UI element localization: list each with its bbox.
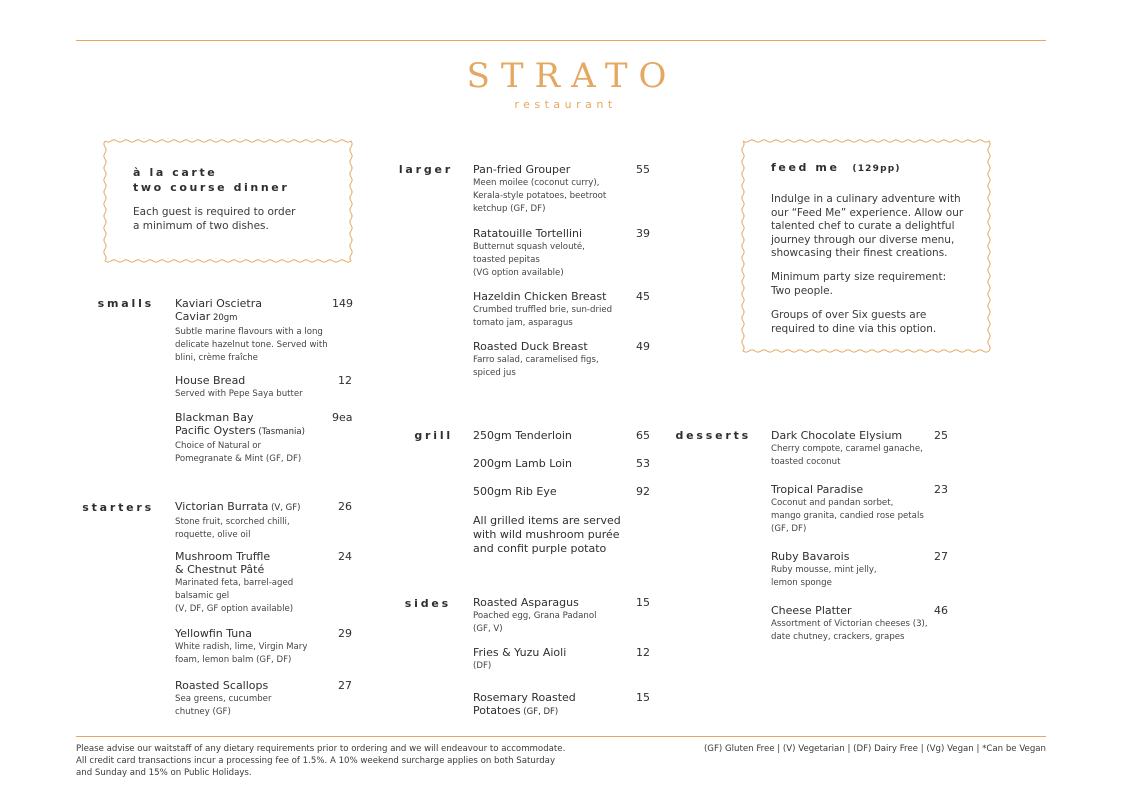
description-line: toasted coconut (771, 457, 841, 468)
menu-item (473, 163, 650, 217)
menu-item-description (771, 443, 948, 469)
menu-item-name (473, 646, 650, 659)
feed-me-price: (129pp) (852, 164, 901, 174)
text-line: required to dine via this option. (771, 322, 937, 335)
menu-item-name-line: 200gm Lamb Loin (473, 457, 572, 470)
description-line: date chutney, crackers, grapes (771, 632, 905, 643)
menu-item-name (473, 163, 650, 176)
menu-item-tag: 20gm (210, 313, 238, 323)
text-line: Groups of over Six guests are (771, 309, 927, 321)
menu-item-description (771, 564, 948, 590)
menu-item-name (175, 550, 352, 576)
menu-item-name-line: Ratatouille Tortellini (473, 227, 583, 240)
menu-item-price: 29 (338, 627, 352, 640)
description-line: Meen moilee (coconut curry), (473, 178, 600, 188)
menu-item-price: 55 (636, 163, 650, 176)
description-line: (V, DF, GF option available) (175, 604, 294, 615)
menu-item-price: 24 (338, 550, 352, 563)
menu-item-name (175, 374, 352, 387)
description-line: (GF, DF) (771, 524, 807, 535)
description-line: Choice of Natural or (175, 441, 262, 451)
feed-me-title-text: feed me (771, 161, 840, 174)
a-la-carte-title (133, 165, 289, 195)
text-line: Indulge in a culinary adventure with (771, 193, 961, 205)
menu-item-name-line: Caviar 20gm (175, 310, 238, 323)
menu-item-name-line: Ruby Bavarois (771, 550, 850, 563)
description-line: lemon sponge (771, 578, 832, 589)
description-line: Crumbed truffled brie, sun-dried (473, 305, 613, 315)
menu-item-name-line: Potatoes (GF, DF) (473, 704, 559, 717)
menu-item-name (473, 340, 650, 353)
menu-item-name-line: Rosemary Roasted (473, 691, 576, 704)
feed-me-box (740, 138, 992, 354)
menu-item (473, 691, 650, 719)
menu-item-name (473, 290, 650, 303)
menu-item-name-line: Kaviari Oscietra (175, 297, 262, 310)
menu-item-description (473, 304, 650, 330)
menu-item-name (771, 550, 948, 563)
text-line: Two people. (771, 284, 833, 297)
menu-item (175, 627, 352, 667)
menu-item-name-line: Cheese Platter (771, 604, 852, 617)
text-line: Please advise our waitstaff of any dietary requirements prior to ordering and we will endeavour to accommodate. (76, 744, 566, 754)
description-line: Coconut and pandan sorbet, (771, 498, 894, 508)
menu-item (771, 429, 948, 469)
menu-item (771, 550, 948, 590)
a-la-carte-text-line: a minimum of two dishes. (133, 219, 269, 232)
menu-item-description (473, 660, 650, 673)
description-line: Kerala-style potatoes, beetroot (473, 191, 607, 202)
description-line: Assortment of Victorian cheeses (3), (771, 619, 928, 629)
menu-item (473, 457, 650, 470)
text-line: and Sunday and 15% on Public Holidays. (76, 768, 252, 778)
menu-item-price: 9ea (332, 411, 353, 424)
menu-item-description (175, 440, 352, 466)
menu-item-price: 27 (338, 679, 352, 692)
menu-item (771, 604, 948, 644)
menu-item-tag: (GF, DF) (520, 707, 559, 717)
menu-item-price: 15 (636, 691, 650, 704)
menu-item-name-line: Yellowfin Tuna (175, 627, 252, 640)
text-line: talented chef to curate a delightful (771, 220, 955, 232)
menu-item-price: 39 (636, 227, 650, 240)
menu-item-name-line: Roasted Asparagus (473, 596, 579, 609)
menu-item (175, 374, 352, 401)
description-line: chutney (GF) (175, 707, 231, 718)
menu-item-price: 92 (636, 485, 650, 498)
menu-item-name (771, 483, 948, 496)
menu-item (771, 483, 948, 537)
section-heading-sides: sides (404, 597, 451, 610)
text-line: showcasing their finest creations. (771, 247, 948, 259)
a-la-carte-title-line: à la carte (133, 166, 218, 179)
description-line: Cherry compote, caramel ganache, (771, 444, 923, 454)
menu-item-description (175, 577, 352, 617)
description-line: delicate hazelnut tone. Served with (175, 340, 328, 351)
menu-item (175, 411, 352, 466)
menu-item-description (175, 326, 352, 366)
dietary-legend: (GF) Gluten Free | (V) Vegetarian | (DF) Dairy Free | (Vg) Vegan | *Can be Vegan (703, 744, 1046, 754)
menu-item (175, 297, 352, 366)
menu-item-price: 23 (934, 483, 948, 496)
menu-item (175, 500, 352, 542)
menu-item (473, 340, 650, 380)
section-heading-larger: larger (398, 163, 453, 176)
description-line: (GF, V) (473, 624, 503, 635)
feed-me-paragraph (771, 271, 946, 298)
menu-item-name (473, 596, 650, 609)
description-line: toasted pepitas (473, 255, 540, 266)
section-heading-desserts: desserts (675, 429, 751, 442)
description-line: Butternut squash velouté, (473, 242, 585, 252)
menu-item-name (473, 457, 650, 470)
menu-item-name-line: 500gm Rib Eye (473, 485, 557, 498)
menu-item-name-line: House Bread (175, 374, 246, 387)
menu-item-name-line: Mushroom Truffle (175, 550, 271, 563)
description-line: Served with Pepe Saya butter (175, 389, 303, 399)
a-la-carte-title-line: two course dinner (133, 181, 290, 194)
menu-item-description (473, 610, 650, 636)
menu-item-price: 49 (636, 340, 650, 353)
menu-item-name-line: Roasted Scallops (175, 679, 269, 692)
description-line: Ruby mousse, mint jelly, (771, 565, 877, 575)
menu-item-price: 12 (636, 646, 650, 659)
top-rule (76, 40, 1046, 41)
text-line: Minimum party size requirement: (771, 271, 947, 283)
description-line: Poached egg, Grana Padanol (473, 611, 597, 621)
description-line: tomato jam, asparagus (473, 318, 573, 329)
menu-item-name (175, 500, 352, 515)
menu-item-description (175, 641, 352, 667)
description-line: Farro salad, caramelised figs, (473, 355, 599, 365)
menu-item-price: 65 (636, 429, 650, 442)
menu-item-description (771, 497, 948, 537)
description-line: Subtle marine flavours with a long (175, 327, 323, 337)
footer-notice (76, 743, 565, 779)
menu-item-price: 12 (338, 374, 352, 387)
text-line: our “Feed Me” experience. Allow our (771, 206, 964, 219)
description-line: Sea greens, cucumber (175, 694, 272, 704)
text-line: with wild mushroom purée (473, 528, 620, 541)
menu-item-name (175, 627, 352, 640)
description-line: blini, crème fraîche (175, 353, 258, 364)
menu-item-name (175, 679, 352, 692)
menu-item-name-line: Pacific Oysters (Tasmania) (175, 424, 305, 437)
brand-name: STRATO (466, 56, 678, 96)
a-la-carte-text-line: Each guest is required to order (133, 206, 296, 218)
menu-item-tag: (V, GF) (268, 503, 301, 513)
menu-item-name (473, 485, 650, 498)
menu-item-description (473, 177, 650, 217)
menu-item (473, 646, 650, 673)
section-heading-starters: starters (82, 501, 154, 514)
description-line: Stone fruit, scorched chilli, (175, 517, 290, 527)
feed-me-paragraph (771, 309, 936, 336)
menu-item-name (473, 691, 650, 719)
description-line: foam, lemon balm (GF, DF) (175, 655, 292, 666)
description-line: spiced jus (473, 368, 516, 379)
menu-item-price: 45 (636, 290, 650, 303)
menu-item (473, 227, 650, 281)
menu-item-name-line: Fries & Yuzu Aioli (473, 646, 567, 659)
description-line: Marinated feta, barrel-aged (175, 578, 294, 588)
menu-item-name (771, 604, 948, 617)
menu-item-price: 25 (934, 429, 948, 442)
menu-item-price: 26 (338, 500, 352, 513)
description-line: White radish, lime, Virgin Mary (175, 642, 308, 652)
menu-item (175, 550, 352, 617)
section-heading-grill: grill (414, 429, 453, 442)
feed-me-title (771, 160, 901, 177)
menu-item-price: 27 (934, 550, 948, 563)
menu-item-name-line: Tropical Paradise (771, 483, 864, 496)
menu-item-description (473, 241, 650, 281)
menu-item-name-line: Roasted Duck Breast (473, 340, 588, 353)
description-line: (VG option available) (473, 268, 564, 279)
description-line: ketchup (GF, DF) (473, 204, 546, 215)
menu-item-description (175, 693, 352, 719)
menu-item-name-line: 250gm Tenderloin (473, 429, 572, 442)
description-line: (DF) (473, 661, 492, 671)
menu-item-name-line: & Chestnut Pâté (175, 563, 265, 576)
menu-item-name (771, 429, 948, 442)
grill-note (473, 514, 621, 556)
feed-me-paragraph (771, 193, 963, 261)
menu-item-name-line: Pan-fried Grouper (473, 163, 571, 176)
menu-item-name (175, 411, 352, 439)
menu-item-name (473, 429, 650, 442)
description-line: roquette, olive oil (175, 530, 251, 541)
text-line: and confit purple potato (473, 542, 607, 555)
brand-subtitle: restaurant (514, 98, 617, 111)
menu-item-price: 15 (636, 596, 650, 609)
menu-item-description (473, 354, 650, 380)
menu-item-name-line: Hazeldin Chicken Breast (473, 290, 607, 303)
menu-item (473, 485, 650, 498)
menu-item-price: 149 (332, 297, 353, 310)
menu-item-description (175, 516, 352, 542)
text-line: All grilled items are served (473, 514, 621, 527)
a-la-carte-box (102, 138, 354, 264)
description-line: Pomegranate & Mint (GF, DF) (175, 454, 302, 465)
menu-item-description (175, 388, 352, 401)
description-line: balsamic gel (175, 591, 230, 602)
text-line: journey through our diverse menu, (771, 233, 955, 246)
menu-item-name-line: Dark Chocolate Elysium (771, 429, 903, 442)
menu-item (473, 596, 650, 636)
menu-item-name-line: Victorian Burrata (V, GF) (175, 500, 301, 513)
menu-item-price: 46 (934, 604, 948, 617)
menu-item-name-line: Blackman Bay (175, 411, 254, 424)
menu-item (473, 429, 650, 442)
section-heading-smalls: smalls (97, 297, 154, 310)
menu-item-tag: (Tasmania) (255, 427, 305, 437)
bottom-rule (76, 736, 1046, 737)
menu-item-name (175, 297, 352, 325)
description-line: mango granita, candied rose petals (771, 511, 924, 522)
menu-item-name (473, 227, 650, 240)
menu-item-description (771, 618, 948, 644)
a-la-carte-text (133, 206, 295, 233)
menu-item-price: 53 (636, 457, 650, 470)
text-line: All credit card transactions incur a processing fee of 1.5%. A 10% weekend surcharge applies on both Saturday (76, 756, 556, 766)
menu-item (175, 679, 352, 719)
menu-item (473, 290, 650, 330)
